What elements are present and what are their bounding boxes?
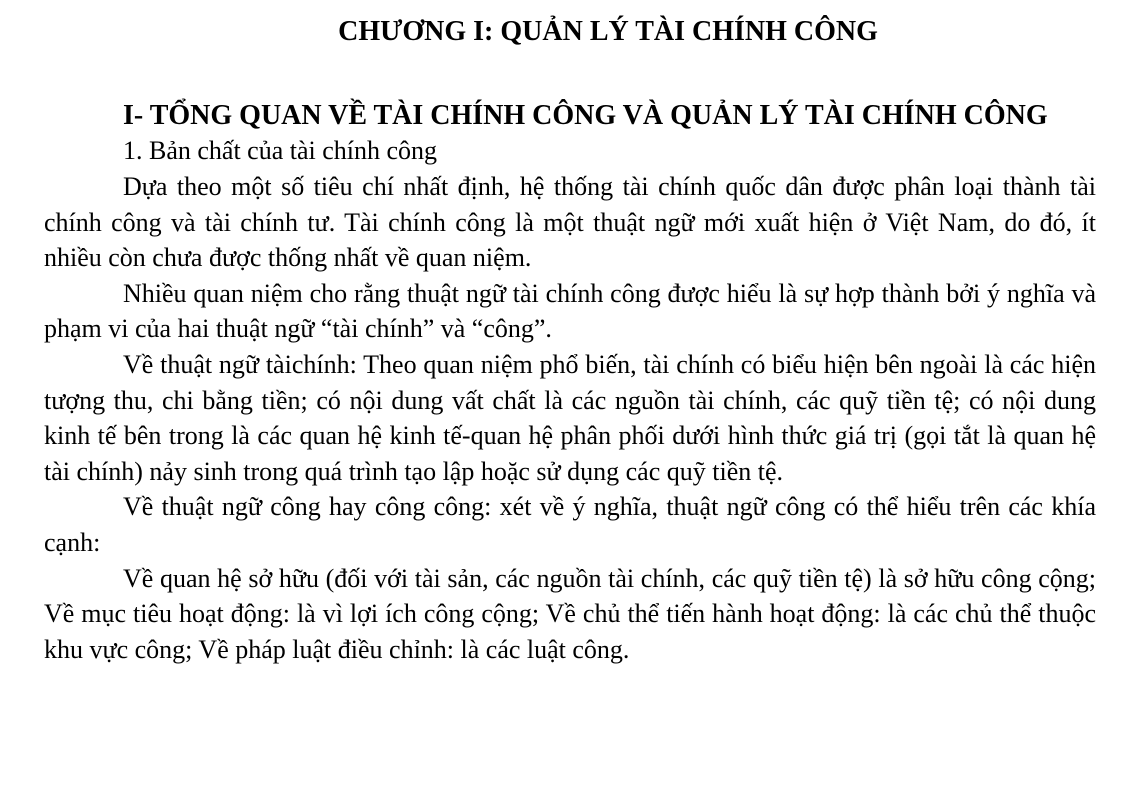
section-heading: I- TỔNG QUAN VỀ TÀI CHÍNH CÔNG VÀ QUẢN LÝ TÀI CHÍNH CÔNG xyxy=(123,100,1048,131)
paragraph: Dựa theo một số tiêu chí nhất định, hệ thống tài chính quốc dân được phân loại thành tài chính công và tài chính tư. Tài chính công là một thuật ngữ mới xuất hiện ở Việt Nam, do đó, ít nhiều còn chưa được thống nhất về quan niệm. xyxy=(44,172,1096,273)
chapter-title: CHƯƠNG I: QUẢN LÝ TÀI CHÍNH CÔNG xyxy=(338,16,878,47)
paragraph: Về thuật ngữ công hay công công: xét về ý nghĩa, thuật ngữ công có thể hiểu trên các khía cạnh: xyxy=(44,492,1096,557)
subsection-heading: 1. Bản chất của tài chính công xyxy=(123,136,438,165)
paragraph: Về quan hệ sở hữu (đối với tài sản, các nguồn tài chính, các quỹ tiền tệ) là sở hữu công cộng; Về mục tiêu hoạt động: là vì lợi ích công cộng; Về chủ thể tiến hành hoạt động: là các chủ thể thuộc khu vực công; Về pháp luật điều chỉnh: là các luật công. xyxy=(44,563,1096,664)
paragraph: Về thuật ngữ tàichính: Theo quan niệm phổ biến, tài chính có biểu hiện bên ngoài là các hiện tượng thu, chi bằng tiền; có nội dung vất chất là các nguồn tài chính, các quỹ tiền tệ; có nội dung kinh tế bên trong là các quan hệ kinh tế-quan hệ phân phối dưới hình thức giá trị (gọi tắt là quan hệ tài chính) nảy sinh trong quá trình tạo lập hoặc sử dụng các quỹ tiền tệ. xyxy=(44,349,1096,486)
paragraph: Nhiều quan niệm cho rằng thuật ngữ tài chính công được hiểu là sự hợp thành bởi ý nghĩa và phạm vi của hai thuật ngữ “tài chính” và “công”. xyxy=(44,278,1096,344)
document-page xyxy=(44,0,1096,667)
